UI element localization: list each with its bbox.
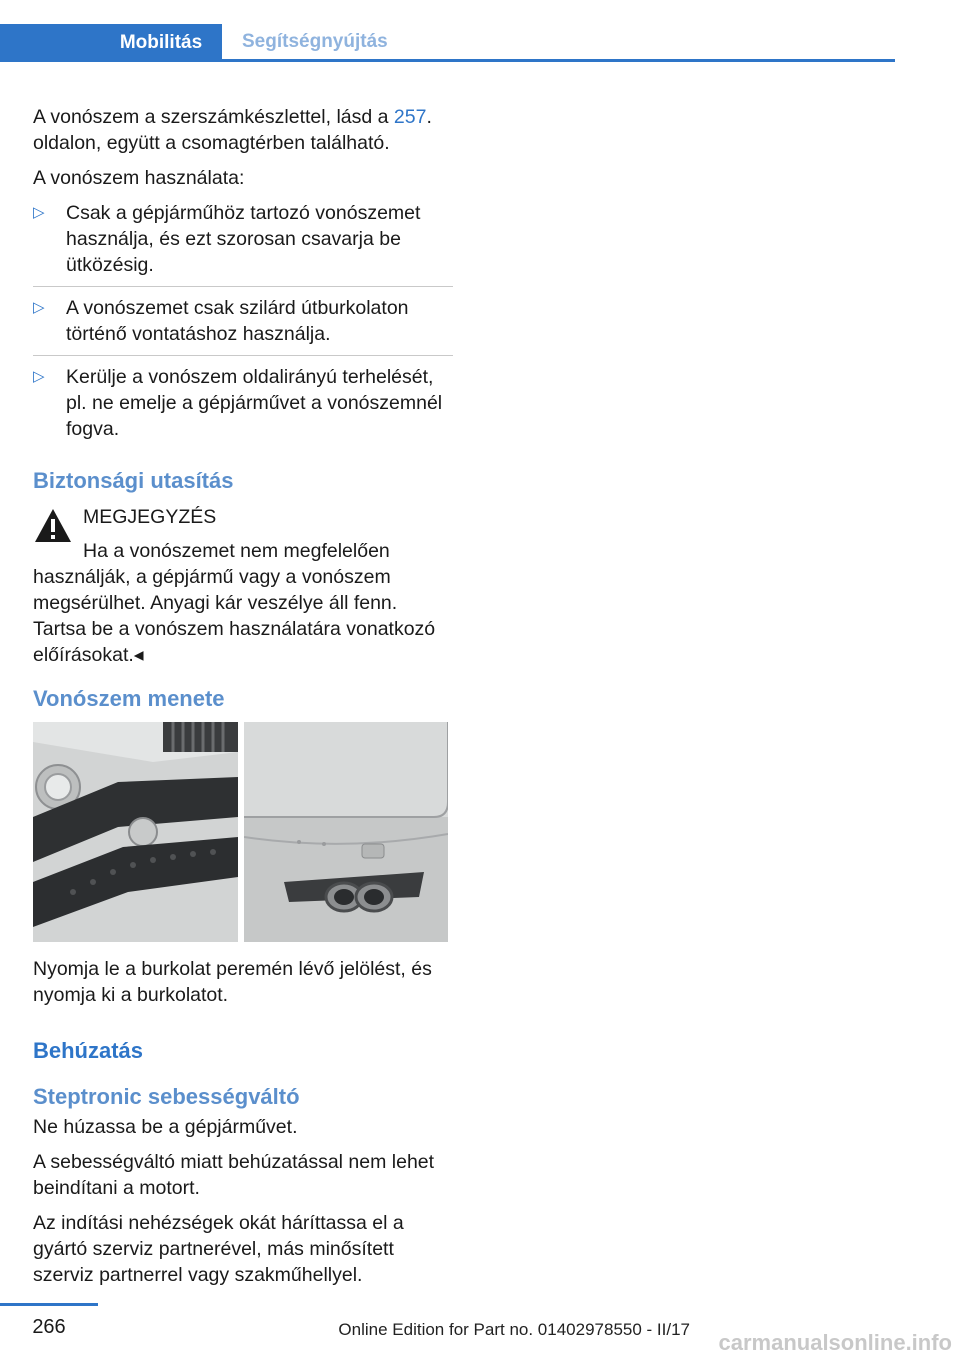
triangle-bullet-icon: ▷: [33, 368, 45, 385]
tab-mobilitas[interactable]: Mobilitás: [0, 24, 222, 62]
tab-segitsegnyujtas[interactable]: Segítségnyújtás: [242, 30, 388, 52]
safety-heading: Biztonsági utasítás: [33, 468, 234, 493]
list-item: [33, 200, 453, 287]
tow-eye-cover-figure: [33, 722, 448, 942]
warning-icon: [33, 506, 73, 546]
triangle-bullet-icon: ▷: [33, 204, 45, 221]
thread-caption: Nyomja le a burkolat peremén lévő jelölést, és nyomja ki a burkolatot.: [33, 958, 432, 1006]
list-item-text: A vonószemet csak szilárd útburkolaton történő vontatáshoz használja.: [66, 297, 409, 345]
rear-bumper-image: [244, 722, 448, 942]
intro-text-2: . oldalon, együtt a csomagtérben található.: [33, 106, 432, 154]
watermark: carmanualsonline.info: [718, 1330, 952, 1355]
list-item: [33, 364, 453, 450]
list-item-text: Csak a gépjárműhöz tartozó vonószemet használja, és ezt szorosan csavarja be ütközésig.: [66, 202, 421, 276]
usage-heading: A vonószem használata:: [33, 167, 245, 189]
intro-paragraph: [33, 104, 453, 156]
intro-text-1: A vonószem a szerszámkészlettel, lásd a: [33, 106, 394, 128]
footer-accent-line: [0, 1303, 98, 1306]
steptronic-heading: Steptronic sebességváltó: [33, 1084, 300, 1109]
thread-heading: Vonószem menete: [33, 686, 225, 711]
front-bumper-image: [33, 722, 238, 942]
list-item-text: Kerülje a vonószem oldalirányú terhelését, pl. ne emelje a gépjárművet a vonószemnél fogva.: [66, 366, 443, 440]
main-content: [33, 104, 453, 1297]
usage-list: [33, 200, 453, 450]
triangle-bullet-icon: ▷: [33, 299, 45, 316]
notice-label: MEGJEGYZÉS: [83, 506, 217, 528]
tab-underline: [0, 59, 895, 62]
notice-text: Ha a vonószemet nem megfelelően használják, a gépjármű vagy a vonószem megsérülhet. Anyagi kár veszélye áll fenn. Tartsa be a vonószem használatára vonatkozó előírásokat.◂: [33, 540, 436, 666]
page-number: 266: [32, 1316, 66, 1338]
edition-note: Online Edition for Part no. 01402978550 - II/17: [338, 1320, 690, 1339]
pull-start-paragraph-3: Az indítási nehézségek okát háríttassa el a gyártó szerviz partnerével, más minősített szerviz partnerrel vagy szakműhellyel.: [33, 1212, 404, 1286]
page-link-257[interactable]: 257: [393, 106, 427, 128]
safety-notice: [33, 504, 453, 668]
pull-start-paragraph-2: A sebességváltó miatt behúzatással nem lehet beindítani a motort.: [33, 1151, 435, 1199]
pull-start-heading: Behúzatás: [33, 1038, 144, 1063]
top-tab-bar: [0, 24, 895, 62]
pull-start-paragraph-1: Ne húzassa be a gépjárművet.: [33, 1116, 298, 1138]
list-item: [33, 295, 453, 356]
